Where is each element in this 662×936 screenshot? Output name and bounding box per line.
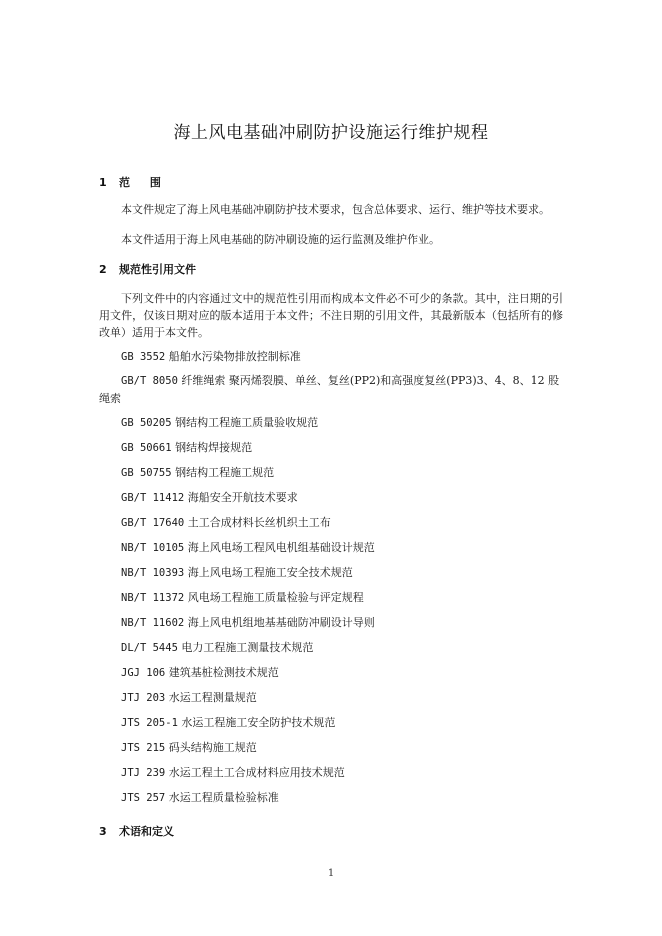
- reference-item: [99, 564, 563, 582]
- reference-code: JTS 215: [121, 742, 166, 754]
- section-2-title: 规范性引用文件: [119, 263, 196, 276]
- section-3-title: 术语和定义: [119, 825, 174, 838]
- reference-code: NB/T 10393: [121, 567, 185, 579]
- reference-code: JTJ 239: [121, 767, 166, 779]
- reference-title: 建筑基桩检测技术规范: [168, 666, 279, 679]
- section-2-intro: 下列文件中的内容通过文中的规范性引用而构成本文件必不可少的条款。其中，注日期的引用文件，仅该日期对应的版本适用于本文件；不注日期的引用文件，其最新版本（包括所有的修改单）适用于本文件。: [99, 292, 563, 339]
- reference-title: 土工合成材料长丝机织土工布: [187, 516, 331, 529]
- reference-item: [99, 464, 563, 482]
- reference-code: JTS 257: [121, 792, 166, 804]
- section-2-heading: [99, 261, 196, 277]
- reference-item: [99, 739, 563, 757]
- reference-code: GB/T 17640: [121, 517, 185, 529]
- reference-title: 海上风电机组地基基础防冲刷设计导则: [187, 616, 375, 629]
- section-1-paragraph-1: 本文件规定了海上风电基础冲刷防护技术要求，包含总体要求、运行、维护等技术要求。: [121, 203, 550, 216]
- reference-code: DL/T 5445: [121, 642, 178, 654]
- section-3-number: 3: [99, 825, 107, 838]
- reference-item: [99, 689, 563, 707]
- reference-title: 海上风电场工程风电机组基础设计规范: [187, 541, 375, 554]
- reference-code: NB/T 10105: [121, 542, 185, 554]
- page-number: 1: [327, 868, 335, 879]
- reference-item: [99, 664, 563, 682]
- reference-item: [99, 539, 563, 557]
- reference-title: 钢结构工程施工规范: [175, 466, 275, 479]
- reference-title: 海上风电场工程施工安全技术规范: [187, 566, 353, 579]
- reference-code: NB/T 11372: [121, 592, 185, 604]
- reference-title: 钢结构工程施工质量验收规范: [175, 416, 319, 429]
- reference-code: GB/T 8050: [121, 375, 178, 387]
- section-1-heading: [99, 174, 169, 190]
- section-1-title: 范 围: [119, 176, 169, 189]
- reference-item: [99, 639, 563, 657]
- reference-title: 电力工程施工测量技术规范: [181, 641, 314, 654]
- reference-title: 水运工程土工合成材料应用技术规范: [168, 766, 345, 779]
- reference-code: JTJ 203: [121, 692, 166, 704]
- reference-title: 海船安全开航技术要求: [187, 491, 298, 504]
- reference-title: 纤维绳索 聚丙烯裂膜、单丝、复丝(PP2)和高强度复丝(PP3)3、4、8、12 股绳索: [99, 374, 560, 405]
- reference-code: JTS 205-1: [121, 717, 178, 729]
- section-2-number: 2: [99, 263, 107, 276]
- reference-title: 水运工程质量检验标准: [168, 791, 279, 804]
- reference-item: [99, 764, 563, 782]
- reference-item: [99, 348, 563, 366]
- reference-code: JGJ 106: [121, 667, 166, 679]
- reference-item: [99, 489, 563, 507]
- reference-code: GB/T 11412: [121, 492, 185, 504]
- section-3-heading: [99, 823, 174, 839]
- section-1-number: 1: [99, 176, 107, 189]
- reference-title: 码头结构施工规范: [168, 741, 257, 754]
- reference-item: [99, 789, 563, 807]
- reference-title: 船舶水污染物排放控制标准: [168, 350, 301, 363]
- reference-item: [99, 614, 563, 632]
- reference-item: [99, 589, 563, 607]
- reference-title: 水运工程测量规范: [168, 691, 257, 704]
- reference-item: [99, 439, 563, 457]
- reference-item: [99, 372, 563, 407]
- reference-title: 水运工程施工安全防护技术规范: [181, 716, 336, 729]
- reference-code: GB 50205: [121, 417, 172, 429]
- document-title: 海上风电基础冲刷防护设施运行维护规程: [173, 123, 489, 143]
- reference-item: [99, 414, 563, 432]
- reference-title: 钢结构焊接规范: [175, 441, 253, 454]
- reference-item: [99, 514, 563, 532]
- reference-code: NB/T 11602: [121, 617, 185, 629]
- reference-code: GB 50755: [121, 467, 172, 479]
- reference-item: [99, 714, 563, 732]
- reference-code: GB 3552: [121, 351, 166, 363]
- reference-title: 风电场工程施工质量检验与评定规程: [187, 591, 364, 604]
- section-1-paragraph-2: 本文件适用于海上风电基础的防冲刷设施的运行监测及维护作业。: [121, 233, 440, 246]
- reference-code: GB 50661: [121, 442, 172, 454]
